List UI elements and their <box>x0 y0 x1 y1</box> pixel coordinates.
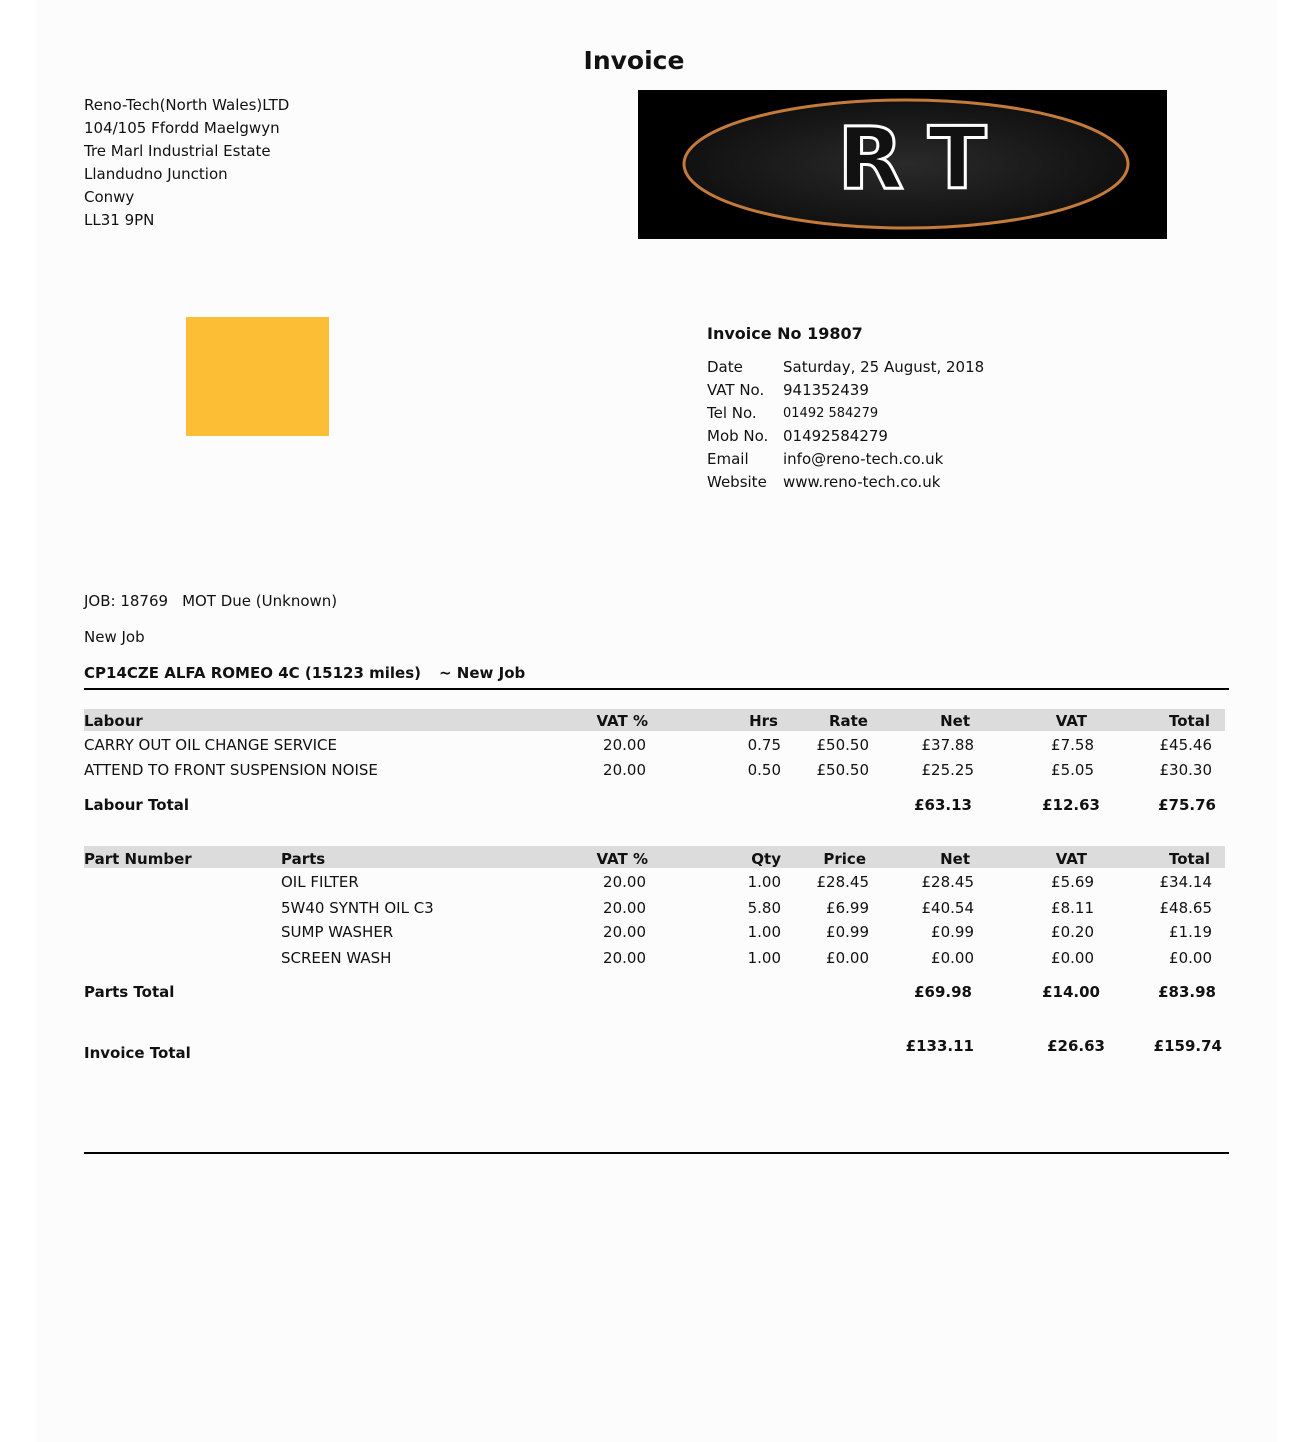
divider-bottom <box>84 1152 1229 1154</box>
labour-row-vat: £7.58 <box>1051 736 1094 754</box>
parts-total-vat: £14.00 <box>1042 983 1100 1001</box>
parts-row-vat: £5.69 <box>1051 873 1094 891</box>
company-logo <box>638 90 1167 239</box>
labour-row-hrs: 0.75 <box>747 736 781 754</box>
parts-row-description: 5W40 SYNTH OIL C3 <box>281 899 434 917</box>
labour-header-net: Net <box>940 712 970 730</box>
detail-row-vat-no <box>707 379 984 402</box>
detail-value: www.reno-tech.co.uk <box>783 473 941 491</box>
detail-value: Saturday, 25 August, 2018 <box>783 358 985 376</box>
parts-row-net: £40.54 <box>921 899 974 917</box>
logo-text: RT <box>837 109 1015 209</box>
invoice-number: Invoice No 19807 <box>707 324 863 343</box>
labour-row-net: £37.88 <box>921 736 974 754</box>
color-swatch <box>186 317 329 436</box>
invoice-details <box>707 356 984 494</box>
rt-logo-graphic <box>638 90 1167 239</box>
labour-row-hrs: 0.50 <box>747 761 781 779</box>
parts-row-total: £34.14 <box>1159 873 1212 891</box>
invoice-total-vat: £26.63 <box>1047 1037 1105 1055</box>
labour-row-total: £30.30 <box>1159 761 1212 779</box>
parts-row-net: £28.45 <box>921 873 974 891</box>
labour-row-net: £25.25 <box>921 761 974 779</box>
parts-row-vat-pct: 20.00 <box>603 873 646 891</box>
labour-header-vat: VAT <box>1055 712 1087 730</box>
labour-header-hrs: Hrs <box>749 712 778 730</box>
labour-total-total: £75.76 <box>1158 796 1216 814</box>
divider-top <box>84 688 1229 690</box>
parts-row-price: £0.99 <box>826 923 869 941</box>
parts-total-label: Parts Total <box>84 983 175 1001</box>
detail-label: Email <box>707 450 749 468</box>
invoice-total-label: Invoice Total <box>84 1044 191 1062</box>
parts-header-vat-pct: VAT % <box>596 850 648 868</box>
vehicle-note: ~ New Job <box>439 664 526 682</box>
parts-row-vat: £8.11 <box>1051 899 1094 917</box>
labour-row-vat-pct: 20.00 <box>603 761 646 779</box>
labour-header-vat-pct: VAT % <box>596 712 648 730</box>
address-line: Conwy <box>84 188 135 206</box>
labour-total-net: £63.13 <box>914 796 972 814</box>
parts-row-qty: 1.00 <box>747 949 781 967</box>
job-number: JOB: 18769 <box>84 592 169 610</box>
parts-total-net: £69.98 <box>914 983 972 1001</box>
detail-row-email <box>707 448 984 471</box>
labour-row-total: £45.46 <box>1159 736 1212 754</box>
page-title: Invoice <box>583 46 685 75</box>
parts-row-vat: £0.20 <box>1051 923 1094 941</box>
parts-row-net: £0.99 <box>931 923 974 941</box>
parts-header-price: Price <box>823 850 866 868</box>
detail-label: Mob No. <box>707 427 769 445</box>
detail-label: Website <box>707 473 767 491</box>
job-line <box>84 592 337 610</box>
labour-row-vat-pct: 20.00 <box>603 736 646 754</box>
parts-header-qty: Qty <box>751 850 781 868</box>
labour-row-vat: £5.05 <box>1051 761 1094 779</box>
parts-row-description: OIL FILTER <box>281 873 359 891</box>
address-line: Tre Marl Industrial Estate <box>84 142 271 160</box>
parts-row-total: £0.00 <box>1169 949 1212 967</box>
detail-row-date <box>707 356 984 379</box>
labour-header-rate: Rate <box>828 712 868 730</box>
parts-row-price: £6.99 <box>826 899 869 917</box>
vehicle-description: CP14CZE ALFA ROMEO 4C (15123 miles) <box>84 664 422 682</box>
labour-total-vat: £12.63 <box>1042 796 1100 814</box>
parts-row-vat-pct: 20.00 <box>603 899 646 917</box>
job-status: New Job <box>84 628 145 646</box>
parts-header-net: Net <box>940 850 970 868</box>
address-line: Reno-Tech(North Wales)LTD <box>84 96 290 114</box>
labour-header-description: Labour <box>84 712 143 730</box>
parts-row-description: SUMP WASHER <box>281 923 394 941</box>
parts-row-vat: £0.00 <box>1051 949 1094 967</box>
parts-row-total: £48.65 <box>1159 899 1212 917</box>
parts-header-description: Parts <box>281 850 326 868</box>
detail-value: 941352439 <box>783 381 869 399</box>
detail-row-website <box>707 471 984 494</box>
detail-value: info@reno-tech.co.uk <box>783 450 944 468</box>
address-line: Llandudno Junction <box>84 165 228 183</box>
parts-row-qty: 1.00 <box>747 873 781 891</box>
parts-row-price: £28.45 <box>816 873 869 891</box>
parts-row-qty: 1.00 <box>747 923 781 941</box>
parts-row-price: £0.00 <box>826 949 869 967</box>
vehicle-line <box>84 664 525 682</box>
parts-header-total: Total <box>1169 850 1210 868</box>
parts-row-qty: 5.80 <box>747 899 781 917</box>
parts-row-net: £0.00 <box>931 949 974 967</box>
parts-row-description: SCREEN WASH <box>281 949 392 967</box>
labour-row-description: ATTEND TO FRONT SUSPENSION NOISE <box>84 761 378 779</box>
labour-row-rate: £50.50 <box>816 736 869 754</box>
company-address <box>84 94 289 232</box>
parts-row-vat-pct: 20.00 <box>603 949 646 967</box>
parts-row-total: £1.19 <box>1169 923 1212 941</box>
parts-total-total: £83.98 <box>1158 983 1216 1001</box>
labour-total-label: Labour Total <box>84 796 189 814</box>
address-line: LL31 9PN <box>84 211 155 229</box>
parts-header-vat: VAT <box>1055 850 1087 868</box>
parts-header-part-number: Part Number <box>84 850 192 868</box>
detail-label: Tel No. <box>707 404 757 422</box>
parts-row-vat-pct: 20.00 <box>603 923 646 941</box>
labour-header-total: Total <box>1169 712 1210 730</box>
invoice-total-net: £133.11 <box>905 1037 974 1055</box>
detail-value: 01492 584279 <box>783 406 879 421</box>
labour-row-description: CARRY OUT OIL CHANGE SERVICE <box>84 736 337 754</box>
labour-row-rate: £50.50 <box>816 761 869 779</box>
detail-row-tel <box>707 402 984 425</box>
detail-label: Date <box>707 358 743 376</box>
invoice-total-total: £159.74 <box>1153 1037 1222 1055</box>
detail-label: VAT No. <box>707 381 765 399</box>
detail-value: 01492584279 <box>783 427 888 445</box>
address-line: 104/105 Ffordd Maelgwyn <box>84 119 280 137</box>
mot-due: MOT Due (Unknown) <box>182 592 338 610</box>
detail-row-mob <box>707 425 984 448</box>
